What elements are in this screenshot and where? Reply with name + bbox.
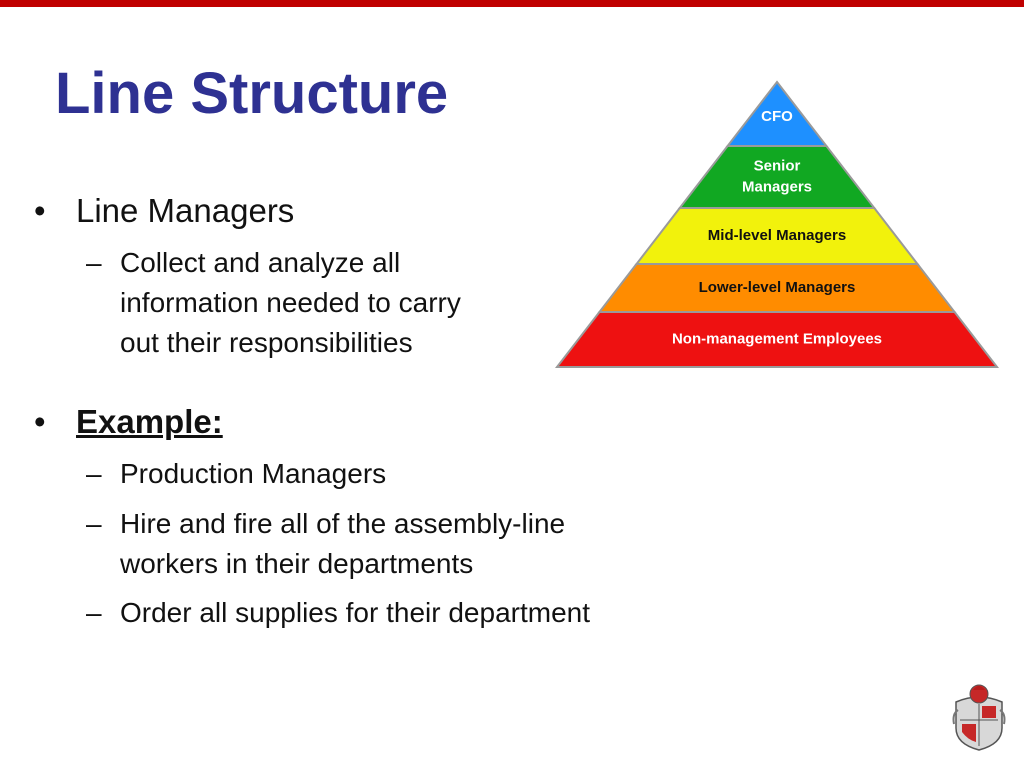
sub-bullet-dash: – bbox=[86, 247, 102, 278]
example-label: Example: bbox=[76, 403, 223, 440]
sub-bullet-line: Order all supplies for their department bbox=[120, 597, 590, 628]
pyramid-level-label: Mid-level Managers bbox=[707, 226, 847, 244]
bullet-dot: • bbox=[34, 403, 46, 440]
sub-bullet-dash: – bbox=[86, 597, 102, 628]
sub-bullet-line: information needed to carry bbox=[120, 287, 461, 318]
pyramid-level-label: Non-management Employees bbox=[671, 330, 883, 348]
sub-bullet-dash: – bbox=[86, 508, 102, 539]
pyramid-level-label: Senior bbox=[753, 157, 801, 175]
sub-bullet-line: Collect and analyze all bbox=[120, 247, 401, 278]
knight-crest-icon bbox=[948, 680, 1010, 752]
bullet-text: Line Managers bbox=[76, 192, 295, 229]
pyramid-level-label: Managers bbox=[741, 178, 813, 196]
sub-bullet-dash: – bbox=[86, 458, 102, 489]
pyramid-level-label: CFO bbox=[761, 108, 793, 126]
sub-bullet-line: workers in their departments bbox=[120, 548, 474, 579]
slide-title: Line Structure bbox=[55, 61, 449, 126]
pyramid-level-2 bbox=[680, 146, 875, 208]
bullet-dot: • bbox=[34, 192, 46, 229]
pyramid-level-label: Lower-level Managers bbox=[698, 278, 856, 296]
sub-bullet-line: out their responsibilities bbox=[120, 327, 413, 358]
sub-bullet-line: Hire and fire all of the assembly-line bbox=[120, 508, 566, 539]
sub-bullet-line: Production Managers bbox=[120, 458, 387, 489]
